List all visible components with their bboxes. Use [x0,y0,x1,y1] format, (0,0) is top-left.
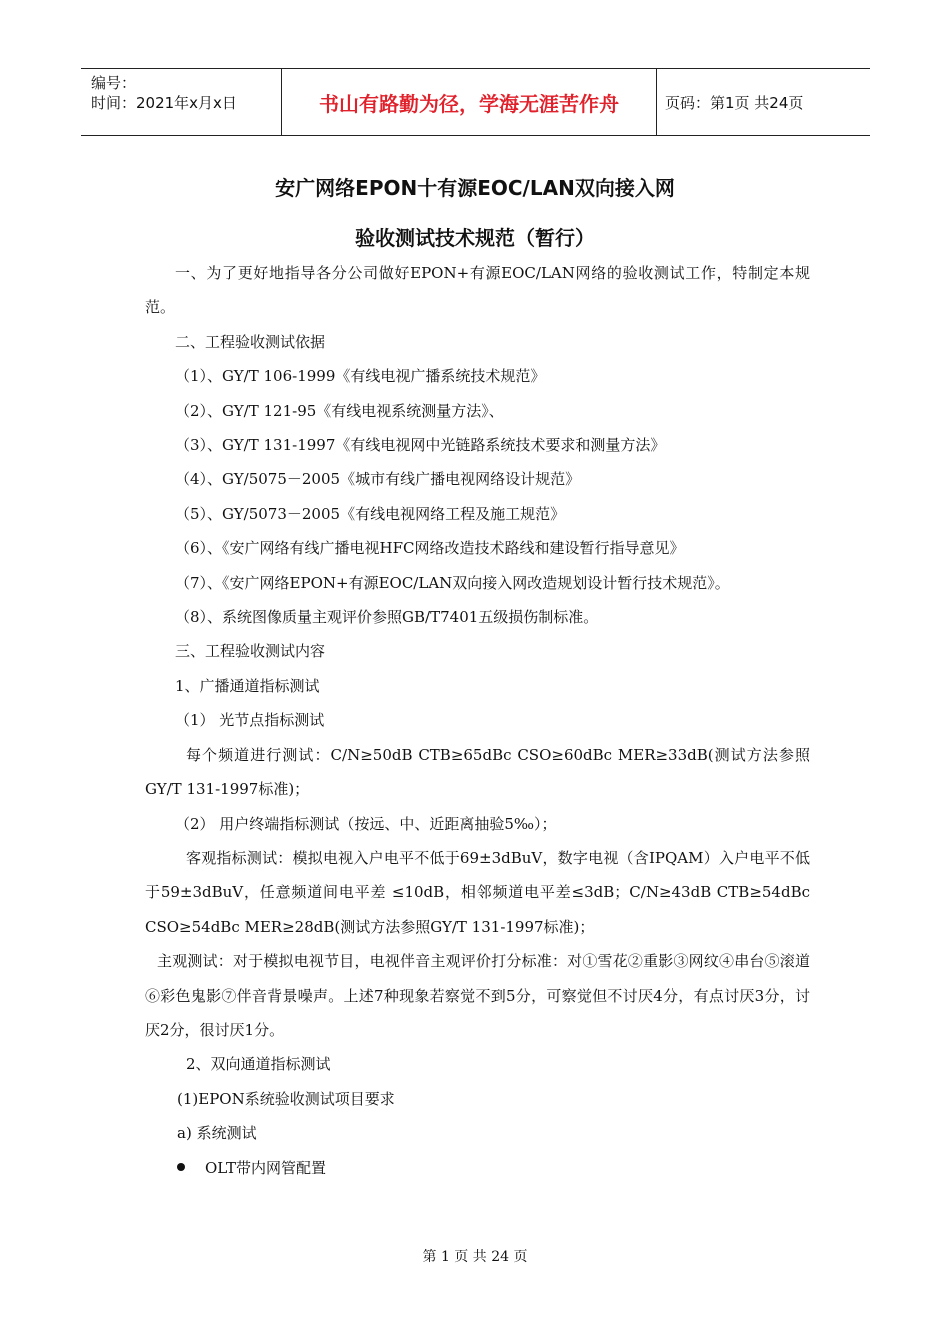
paragraph-subjective-test: 主观测试：对于模拟电视节目，电视伴音主观评价打分标准：对①雪花②重影③网纹④串台⑤滚道⑥彩色鬼影⑦伴音背景噪声。上述7种现象若察觉不到5分，可察觉但不讨厌4分，有点讨厌3分，讨厌2分，很讨厌1分。 [145,952,810,1039]
bullet-item-text: OLT带内网管配置 [205,1158,327,1177]
reference-item: （4）、GY/5075－2005《城市有线广播电视网络设计规范》 [175,470,581,489]
reference-item: （2）、GY/T 121-95《有线电视系统测量方法》、 [175,401,504,420]
code-label: 编号： [91,74,137,92]
paragraph-objective-test: 客观指标测试：模拟电视入户电平不低于69±3dBuV，数字电视（含IPQAM）入户电平不低于59±3dBuV，任意频道间电平差 ≤10dB，相邻频道电平差≤3dB；C/N≥43dB CTB≥54dBc CSO≥54dBc MER≥28dB(测试方法参照GY/T 131-1997标准)； [145,848,810,936]
subsection-item: a) 系统测试 [177,1124,257,1143]
header-page-info: 页码：第1页 共24页 [665,93,804,112]
time-label: 时间：2021年x月x日 [91,94,237,112]
page-footer: 第 1 页 共 24 页 [422,1249,528,1265]
subsection-heading: 2、双向通道指标测试 [186,1055,331,1074]
header-motto: 书山有路勤为径，学海无涯苦作舟 [282,69,657,135]
document-title-line2: 验收测试技术规范（暂行） [355,226,595,250]
reference-item: （6）、《安广网络有线广播电视HFC网络改造技术路线和建设暂行指导意见》 [175,539,685,558]
paragraph-intro: 一、为了更好地指导各分公司做好EPON+有源EOC/LAN网络的验收测试工作，特制定本规范。 [145,264,810,317]
reference-item: （3）、GY/T 131-1997《有线电视网中光链路系统技术要求和测量方法》 [175,436,666,455]
document-title-line1: 安广网络EPON十有源EOC/LAN双向接入网 [275,176,675,200]
reference-item: （7）、《安广网络EPON+有源EOC/LAN双向接入网改造规划设计暂行技术规范》。 [175,573,730,592]
bullet-item [145,1151,810,1185]
section-heading-basis: 二、工程验收测试依据 [175,332,326,351]
page-header [81,68,870,136]
subsection-item: （1） 光节点指标测试 [175,711,325,730]
subsection-item: （2） 用户终端指标测试（按远、中、近距离抽验5‰）； [175,814,557,833]
section-heading-content: 三、工程验收测试内容 [175,642,326,661]
reference-item: （8）、系统图像质量主观评价参照GB/T7401五级损伤制标准。 [175,608,599,627]
document-body [145,256,810,1185]
bullet-icon [177,1163,185,1171]
subsection-heading: 1、广播通道指标测试 [175,676,320,695]
reference-item: （1）、GY/T 106-1999《有线电视广播系统技术规范》 [175,367,546,386]
subsection-item: (1)EPON系统验收测试项目要求 [177,1089,395,1108]
paragraph-node-test: 每个频道进行测试：C/N≥50dB CTB≥65dBc CSO≥60dBc MER≥33dB(测试方法参照GY/T 131-1997标准)； [145,745,810,799]
header-meta [81,69,282,135]
reference-item: （5）、GY/5073－2005《有线电视网络工程及施工规范》 [175,504,566,523]
